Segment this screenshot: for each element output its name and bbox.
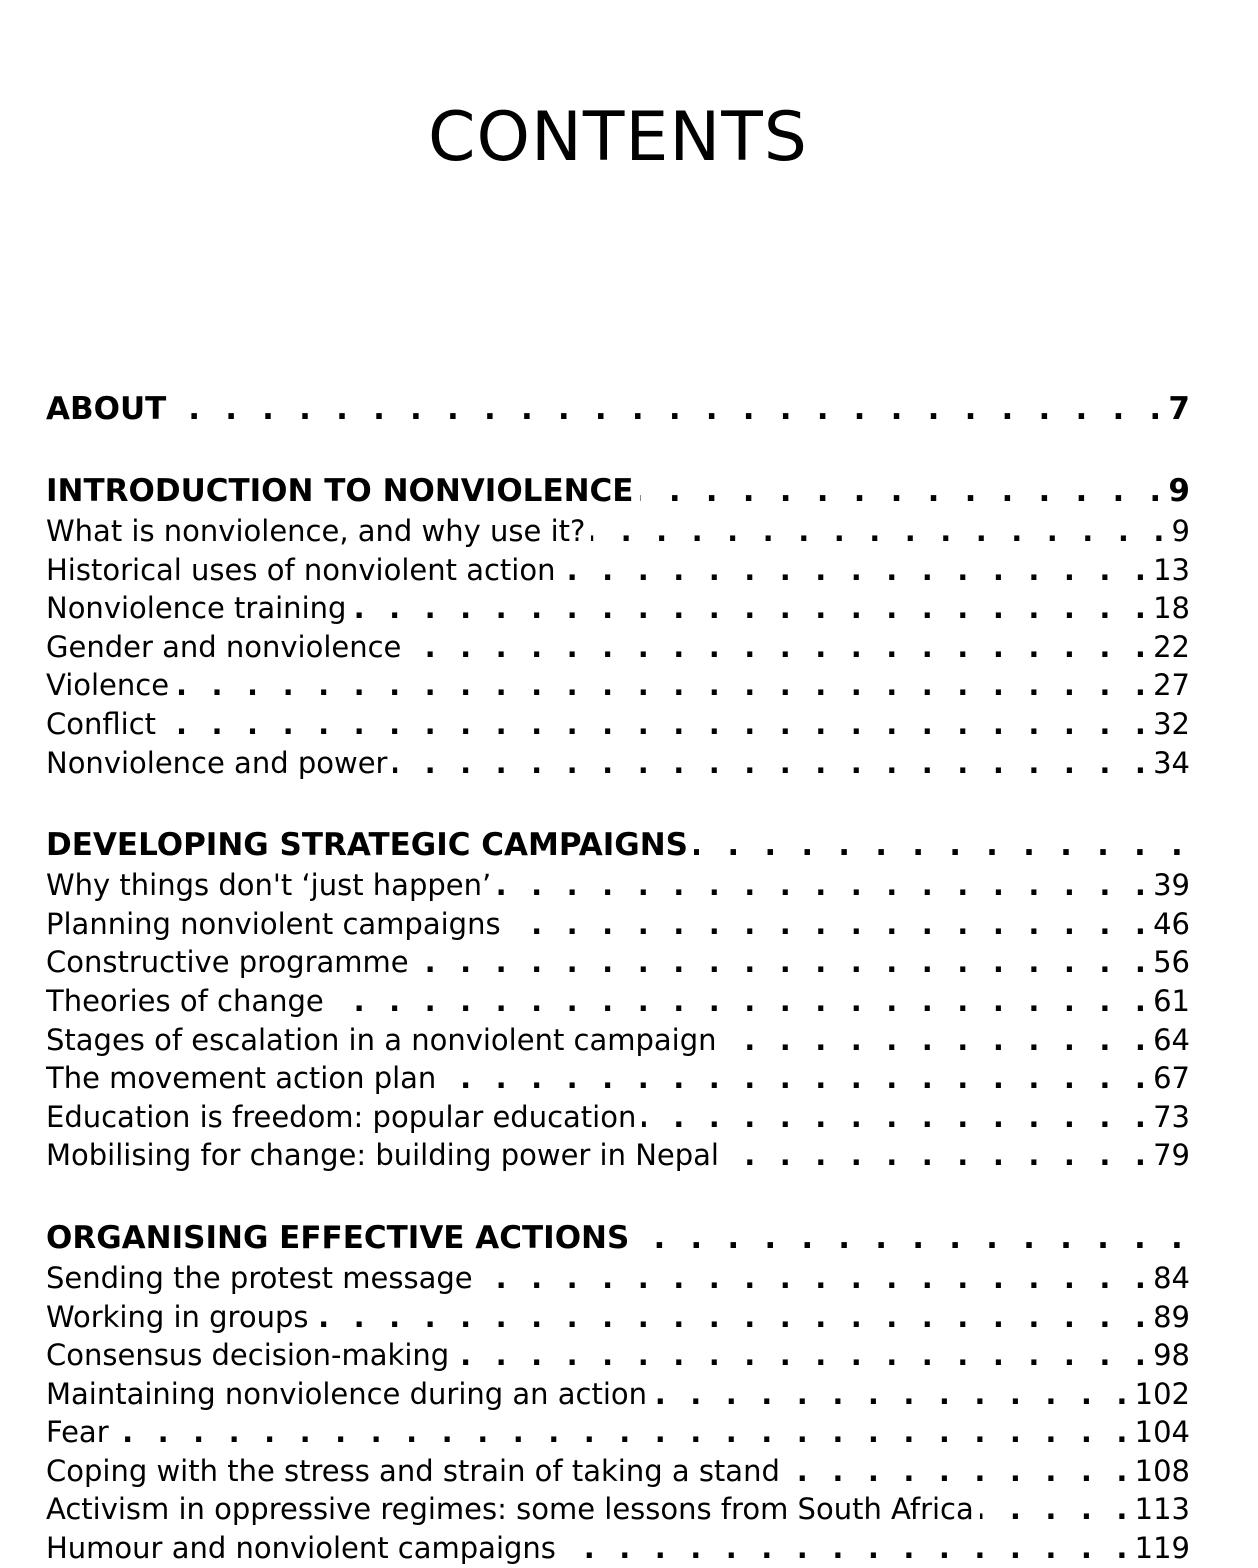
dot-leader	[175, 666, 1153, 705]
toc-section-about	[46, 388, 1190, 430]
toc-heading[interactable]	[46, 470, 1190, 512]
toc-heading-label: INTRODUCTION TO NONVIOLENCE	[46, 473, 634, 509]
toc-entry-label: Conflict	[46, 706, 157, 741]
toc-entry-label: Consensus decision-making	[46, 1338, 450, 1373]
toc-page-number: 61	[1153, 983, 1190, 1018]
toc-entry[interactable]	[46, 551, 1190, 590]
toc-entry-label: Nonviolence and power	[46, 745, 388, 780]
dot-leader	[497, 866, 1153, 905]
toc-page-number: 108	[1134, 1453, 1190, 1488]
toc-entry[interactable]	[46, 1529, 1190, 1568]
toc-page-number: 9	[1168, 473, 1190, 509]
dot-leader	[162, 705, 1153, 744]
toc-page-number: 34	[1153, 745, 1190, 780]
toc-entry[interactable]	[46, 982, 1190, 1021]
toc-section-effective-actions	[46, 1217, 1190, 1568]
dot-leader	[562, 1529, 1135, 1568]
toc-entry-label: Stages of escalation in a nonviolent campaign	[46, 1022, 717, 1057]
dot-leader	[591, 512, 1171, 551]
table-of-contents	[46, 388, 1190, 1568]
dot-leader	[115, 1413, 1135, 1452]
dot-leader	[980, 1490, 1135, 1529]
toc-entry-label: Working in groups	[46, 1299, 309, 1334]
dot-leader	[635, 1217, 1190, 1259]
dot-leader	[442, 1059, 1153, 1098]
toc-heading[interactable]	[46, 1217, 1190, 1259]
toc-entry[interactable]	[46, 705, 1190, 744]
toc-entry[interactable]	[46, 905, 1190, 944]
dot-leader	[393, 744, 1153, 783]
toc-page-number: 67	[1153, 1061, 1190, 1096]
toc-page-number: 89	[1153, 1299, 1190, 1334]
dot-leader	[786, 1452, 1135, 1491]
toc-page-number: 56	[1153, 945, 1190, 980]
toc-entry[interactable]	[46, 744, 1190, 783]
toc-entry-label: Gender and nonviolence	[46, 629, 402, 664]
dot-leader	[315, 1298, 1154, 1337]
toc-entry[interactable]	[46, 1298, 1190, 1337]
dot-leader	[455, 1336, 1153, 1375]
toc-entry-label: Historical uses of nonviolent action	[46, 552, 556, 587]
dot-leader	[407, 628, 1153, 667]
toc-page-number: 98	[1153, 1338, 1190, 1373]
toc-entry[interactable]	[46, 666, 1190, 705]
dot-leader	[694, 824, 1190, 866]
toc-entry[interactable]	[46, 1136, 1190, 1175]
toc-entry[interactable]	[46, 512, 1190, 551]
toc-entry-label: Maintaining nonviolence during an action	[46, 1376, 648, 1411]
toc-entry[interactable]	[46, 1452, 1190, 1491]
toc-page-number: 39	[1153, 868, 1190, 903]
dot-leader	[640, 470, 1169, 512]
toc-entry-label: The movement action plan	[46, 1061, 437, 1096]
toc-page-number: 79	[1153, 1138, 1190, 1173]
toc-page-number: 18	[1153, 591, 1190, 626]
toc-entry-label: Nonviolence training	[46, 591, 347, 626]
toc-entry[interactable]	[46, 1021, 1190, 1060]
toc-page-number: 73	[1153, 1099, 1190, 1134]
page-title: CONTENTS	[428, 98, 808, 177]
toc-entry-label: Constructive programme	[46, 945, 409, 980]
toc-entry[interactable]	[46, 589, 1190, 628]
toc-page-number: 22	[1153, 629, 1190, 664]
toc-entry-label: What is nonviolence, and why use it?	[46, 514, 586, 548]
dot-leader	[723, 1021, 1154, 1060]
toc-entry-label: Planning nonviolent campaigns	[46, 906, 501, 941]
toc-heading-label: DEVELOPING STRATEGIC CAMPAIGNS	[46, 827, 688, 864]
dot-leader	[330, 982, 1153, 1021]
toc-page-number: 119	[1134, 1531, 1190, 1566]
toc-entry[interactable]	[46, 866, 1190, 905]
toc-heading[interactable]	[46, 824, 1190, 866]
toc-heading-label: ABOUT	[46, 391, 167, 427]
toc-entry-label: Theories of change	[46, 983, 324, 1018]
toc-entry[interactable]	[46, 1336, 1190, 1375]
dot-leader	[507, 905, 1154, 944]
toc-entry[interactable]	[46, 1059, 1190, 1098]
toc-entry[interactable]	[46, 1413, 1190, 1452]
toc-section-strategic-campaigns	[46, 824, 1190, 1175]
toc-heading[interactable]	[46, 388, 1190, 430]
toc-page-number: 104	[1134, 1415, 1190, 1450]
toc-page-number: 13	[1153, 552, 1190, 587]
toc-section-introduction	[46, 470, 1190, 782]
dot-leader	[415, 943, 1153, 982]
dot-leader	[642, 1098, 1153, 1137]
toc-entry[interactable]	[46, 1375, 1190, 1414]
toc-page-number: 113	[1134, 1492, 1190, 1527]
toc-page-number: 84	[1153, 1260, 1190, 1295]
dot-leader	[561, 551, 1153, 590]
toc-entry-label: Why things don't ‘just happen’	[46, 868, 492, 903]
toc-entry-label: Fear	[46, 1415, 109, 1450]
toc-page-number: 64	[1153, 1022, 1190, 1057]
toc-page-number: 7	[1168, 391, 1190, 427]
toc-entry[interactable]	[46, 1490, 1190, 1529]
toc-entry[interactable]	[46, 1098, 1190, 1137]
dot-leader	[172, 388, 1168, 430]
toc-page-number: 9	[1171, 514, 1190, 548]
dot-leader	[653, 1375, 1135, 1414]
toc-page-number: 27	[1153, 668, 1190, 703]
toc-entry[interactable]	[46, 1259, 1190, 1298]
dot-leader	[725, 1136, 1153, 1175]
toc-entry[interactable]	[46, 943, 1190, 982]
toc-entry-label: Sending the protest message	[46, 1260, 473, 1295]
toc-heading-label: ORGANISING EFFECTIVE ACTIONS	[46, 1219, 630, 1256]
toc-page-number: 46	[1153, 906, 1190, 941]
dot-leader	[352, 589, 1153, 628]
dot-leader	[479, 1259, 1154, 1298]
toc-page-number: 32	[1153, 706, 1190, 741]
toc-page-number: 102	[1134, 1376, 1190, 1411]
toc-entry-label: Education is freedom: popular education	[46, 1099, 637, 1134]
toc-entry-label: Coping with the stress and strain of taking a stand	[46, 1453, 780, 1488]
toc-entry[interactable]	[46, 628, 1190, 667]
toc-entry-label: Mobilising for change: building power in Nepal	[46, 1138, 719, 1173]
toc-entry-label: Activism in oppressive regimes: some lessons from South Africa	[46, 1492, 974, 1527]
toc-entry-label: Humour and nonviolent campaigns	[46, 1531, 556, 1566]
toc-entry-label: Violence	[46, 668, 170, 703]
